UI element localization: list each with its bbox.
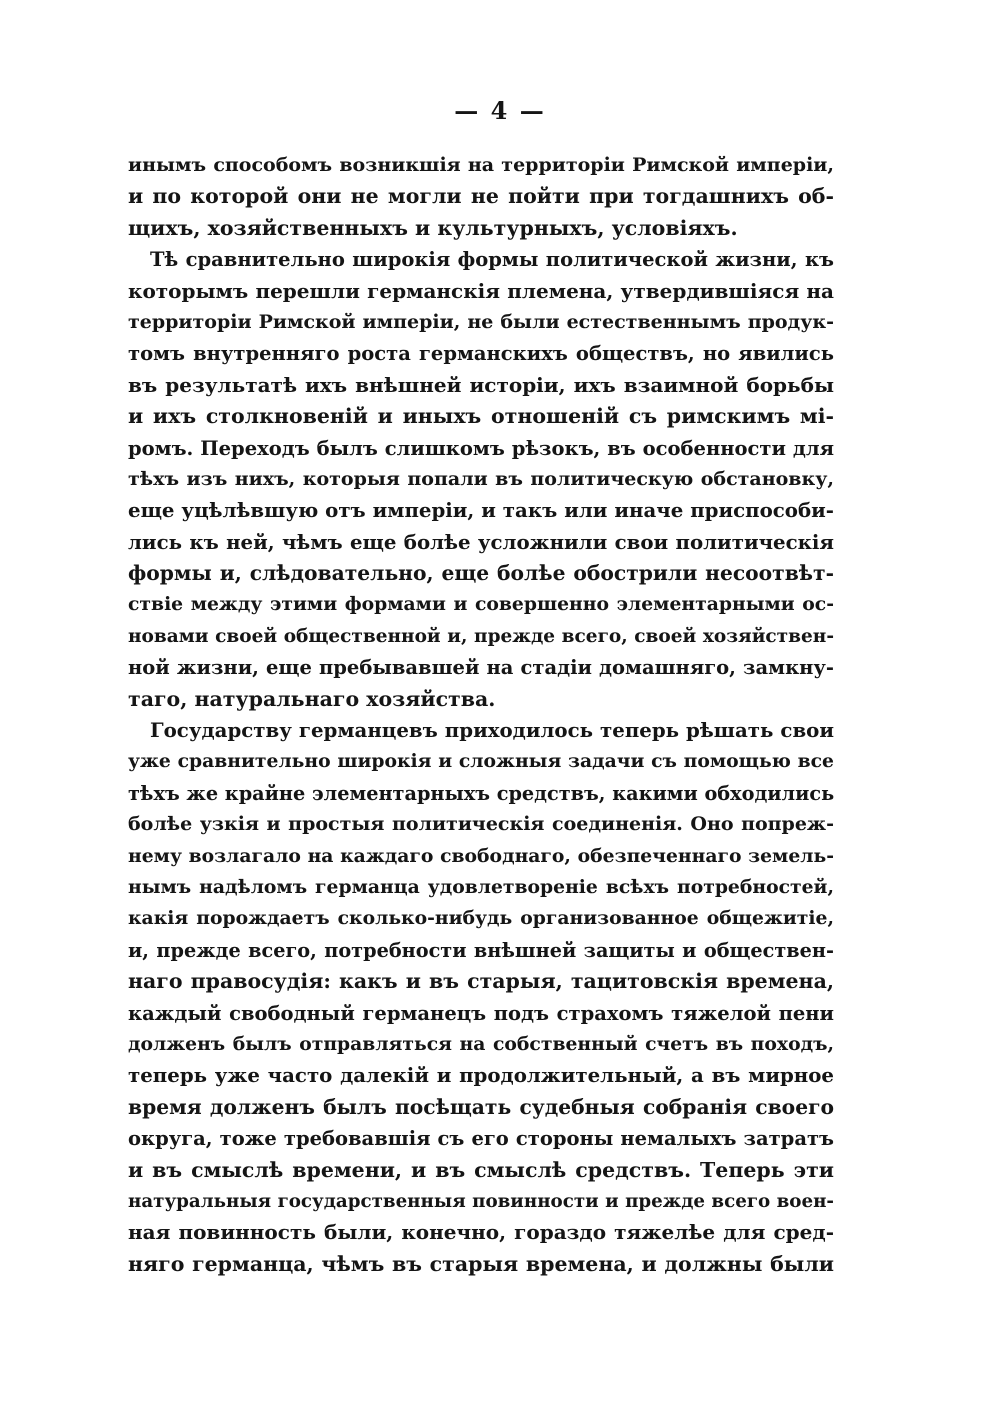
text-line: теперь уже часто далекій и продолжительный, а въ мирное	[128, 1063, 834, 1088]
text-line: таго, натуральнаго хозяйства.	[128, 686, 496, 711]
page-number: — 4 —	[454, 96, 546, 125]
text-line: тѣхъ изъ нихъ, которыя попали въ политическую обстановку,	[128, 467, 834, 490]
text-line: щихъ, хозяйственныхъ и культурныхъ, условіяхъ.	[128, 215, 738, 240]
text-line: и ихъ столкновеній и иныхъ отношеній съ римскимъ мі-	[128, 404, 834, 429]
text-line: инымъ способомъ возникшія на территоріи Римской имперіи,	[128, 154, 834, 176]
body-text	[128, 150, 834, 1280]
text-line: няго германца, чѣмъ въ старыя времена, и должны были	[128, 1251, 834, 1276]
text-line: въ результатѣ ихъ внѣшней исторіи, ихъ взаимной борьбы	[128, 372, 834, 397]
text-line: томъ внутренняго роста германскихъ обществъ, но явились	[128, 342, 834, 366]
text-line: и въ смыслѣ времени, и въ смыслѣ средствъ. Теперь эти	[128, 1157, 834, 1182]
text-line: каждый свободный германецъ подъ страхомъ тяжелой пени	[128, 1001, 834, 1025]
text-line: Тѣ сравнительно широкія формы политической жизни, къ	[150, 248, 834, 272]
text-line: и, прежде всего, потребности внѣшней защиты и обществен-	[128, 938, 834, 962]
text-line: тѣхъ же крайне элементарныхъ средствъ, какими обходились	[128, 781, 834, 805]
text-line: которымъ перешли германскія племена, утвердившіяся на	[128, 278, 834, 303]
text-line: нымъ надѣломъ германца удовлетвореніе всѣхъ потребностей,	[128, 875, 834, 898]
text-line: Государству германцевъ приходилось теперь рѣшать свои	[150, 718, 834, 743]
text-line: ная повинность были, конечно, гораздо тяжелѣе для сред-	[128, 1220, 834, 1245]
text-line: ствіе между этими формами и совершенно элементарными ос-	[128, 593, 834, 616]
text-line: какія порождаетъ сколько-нибудь организованное общежитіе,	[128, 907, 834, 930]
text-line: и по которой они не могли не пойти при тогдашнихъ об-	[128, 184, 834, 209]
text-line: округа, тоже требовавшія съ его стороны немалыхъ затратъ	[128, 1127, 834, 1151]
text-line: долженъ былъ отправляться на собственный счетъ въ походъ,	[128, 1032, 834, 1055]
text-line: ромъ. Переходъ былъ слишкомъ рѣзокъ, въ особенности для	[128, 436, 834, 460]
text-line: уже сравнительно широкія и сложныя задачи съ помощью все	[128, 750, 834, 773]
text-line: формы и, слѣдовательно, еще болѣе обострили несоотвѣт-	[128, 561, 834, 586]
text-line: натуральныя государственныя повинности и прежде всего воен-	[128, 1190, 834, 1212]
text-line: болѣе узкія и простыя политическія соединенія. Оно попреж-	[128, 813, 834, 836]
text-line: ной жизни, еще пребывавшей на стадіи домашняго, замкну-	[128, 656, 834, 680]
text-line: наго правосудія: какъ и въ старыя, тацитовскія времена,	[128, 969, 834, 994]
text-line: территоріи Римской имперіи, не были естественнымъ продук-	[128, 310, 834, 333]
text-line: время долженъ былъ посѣщать судебныя собранія своего	[128, 1094, 834, 1119]
text-line: еще уцѣлѣвшую отъ имперіи, и такъ или иначе приспособи-	[128, 498, 834, 523]
text-line: нему возлагало на каждаго свободнаго, обезпеченнаго земель-	[128, 844, 834, 867]
text-line: новами своей общественной и, прежде всего, своей хозяйствен-	[128, 625, 834, 647]
text-line: лись къ ней, чѣмъ еще болѣе усложнили свои политическія	[128, 529, 834, 554]
